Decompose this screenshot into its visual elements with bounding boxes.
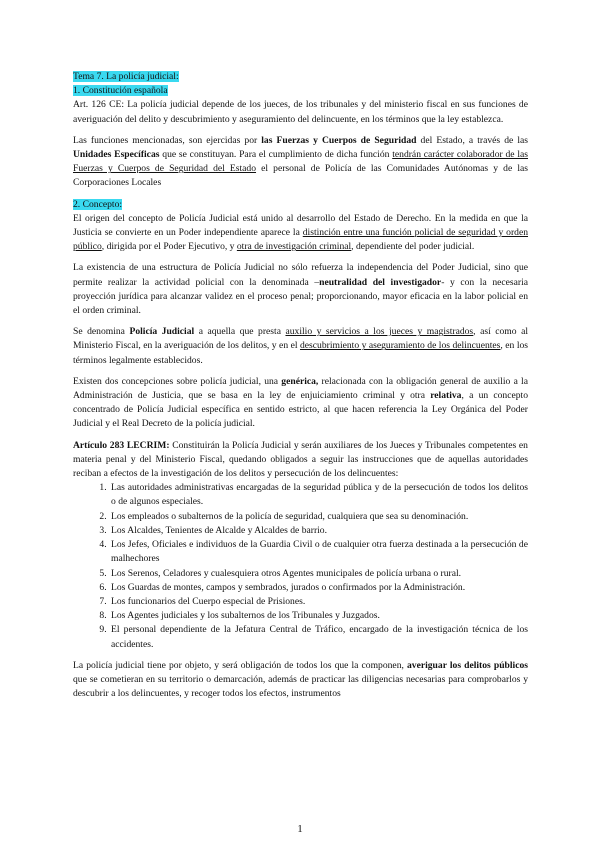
p2-underline-colaborador: tendrán carácter colaborador de las Fuerzas y Cuerpos de Seguridad del Estado [73, 149, 529, 175]
p2-text-c: del Estado, a través de las [416, 134, 528, 146]
section-heading-2-text: 2. Concepto: [73, 198, 123, 210]
p6-text-a: Existen dos concepciones sobre policía judicial, una [73, 375, 282, 387]
p5-underline-descubrimiento: descubrimiento y aseguramiento de los delincuentes [299, 340, 501, 352]
p8-text-a: La policía judicial tiene por objeto, y será obligación de todos los que la componen, [73, 659, 407, 671]
list-item: 1. Las autoridades administrativas encargadas de la seguridad pública y de la persecución de todos los delitos o de algunos especiales. [109, 481, 528, 509]
list-item: 4. Los Jefes, Oficiales e individuos de la Guardia Civil o de cualquier otra fuerza destinada a la persecución de malhechores [109, 538, 528, 566]
p5-text-e: , así como al Ministerio Fiscal, en la averiguación de los delitos, y en el [73, 326, 528, 352]
p3-underline-distincion: distinción entre una función policial de seguridad y orden público [73, 227, 529, 253]
paragraph-estructura [73, 261, 528, 318]
p5-bold-policia: Policía Judicial [129, 326, 195, 338]
paragraph-concepciones [73, 375, 528, 432]
p3-text-c: , dirigida por el Poder Ejecutivo, y [101, 241, 237, 253]
p2-text-e: que se constituyan. Para el cumplimiento de dicha función [159, 149, 393, 161]
page-number: 1 [297, 823, 303, 835]
p2-text-a: Las funciones mencionadas, son ejercidas por [73, 134, 262, 146]
doc-title-text: Tema 7. La policía judicial: [73, 71, 179, 82]
p5-text-a: Se denomina [73, 326, 130, 338]
p5-underline-auxilio: auxilio y servicios a los jueces y magistrados [285, 326, 474, 338]
p2-bold-unidades: Unidades Específicas [73, 149, 160, 161]
list-item: 6. Los Guardas de montes, campos y sembrados, jurados o confirmados por la Administración. [109, 581, 528, 595]
list-item: 9. El personal dependiente de la Jefatura Central de Tráfico, encargado de la investigación técnica de los accidentes. [109, 623, 528, 651]
p6-text-e: , a un concepto concentrado de Policía Judicial específica en sentido estricto, al que hacen referencia la Ley Orgánica del Poder Judicial y el Real Decreto de la policía judicial. [73, 390, 528, 430]
p6-bold-relativa: relativa [430, 390, 462, 402]
p4-bold-neutralidad: neutralidad del investigador [319, 276, 442, 288]
p5-text-g: , en los términos legalmente establecidos. [73, 340, 529, 366]
p6-bold-generica: genérica, [281, 375, 319, 387]
p8-text-c: que se cometieran en su territorio o demarcación, además de practicar las diligencias necesarias para comprobarlos y descubrir a los delincuentes, y recoger todos los efectos, instrumentos [73, 673, 528, 700]
p3-text-a: El origen del concepto de Policía Judicial está unido al desarrollo del Estado de Derecho. En la medida en que la Justicia se convierte en un Poder independiente aparece la [73, 212, 528, 239]
paragraph-articulo-283 [73, 439, 528, 482]
p6-text-c: relacionada con la obligación general de auxilio a la Administración de Justicia, que se basa en la ley de enjuiciamiento criminal y otra [73, 375, 528, 402]
paragraph-definicion [73, 325, 528, 368]
p8-bold-averiguar: averiguar los delitos públicos [406, 659, 528, 671]
paragraph-objeto [73, 659, 528, 702]
numbered-list [73, 481, 528, 651]
paragraph-art-126: Art. 126 CE: La policía judicial depende de los jueces, de los tribunales y del ministerio fiscal en sus funciones de averiguación del delito y descubrimiento y aseguramiento del delincuente, en los términos que la ley establezca. [73, 99, 528, 125]
list-item: 3. Los Alcaldes, Tenientes de Alcalde y Alcaldes de barrio. [109, 524, 528, 538]
p5-text-c: a aquella que presta [194, 326, 286, 338]
p7-text-b: Constituirán la Policía Judicial y serán auxiliares de los Jueces y Tribunales competentes en materia penal y del Ministerio Fiscal, quedando obligados a seguir las instrucciones que de aquellas autoridades reciban a efectos de la investigación de los delitos y persecución de los delincuentes: [73, 439, 528, 480]
doc-title [73, 70, 528, 84]
p3-underline-investigacion: otra de investigación criminal [236, 241, 352, 253]
section-heading-1-text: 1. Constitución española [73, 85, 168, 97]
paragraph-funciones [73, 134, 528, 191]
document-page [73, 70, 528, 708]
section-heading-2 [73, 198, 528, 212]
p2-text-g: el personal de Policía de las Comunidades Autónomas y de las Corporaciones Locales [73, 163, 528, 189]
list-item: 2. Los empleados o subalternos de la policía de seguridad, cualquiera que sea su denominación. [109, 510, 528, 524]
paragraph-origen [73, 212, 528, 255]
list-item: 7. Los funcionarios del Cuerpo especial de Prisiones. [109, 595, 528, 609]
list-item: 5. Los Serenos, Celadores y cualesquiera otros Agentes municipales de policía urbana o rural. [109, 567, 528, 581]
p4-text-c: - y con la necesaria proyección jurídica para alcanzar validez en el proceso penal; proporcionando, mayor eficacia en la labor policial en el orden criminal. [73, 276, 529, 317]
p3-text-e: , dependiente del poder judicial. [351, 241, 475, 253]
p7-bold-articulo: Artículo 283 LECRIM: [73, 439, 170, 451]
list-item: 8. Los Agentes judiciales y los subalternos de los Tribunales y Juzgados. [109, 609, 528, 623]
p4-text-a: La existencia de una estructura de Policía Judicial no sólo refuerza la independencia del Poder Judicial, sino que permite realizar la actividad policial con la denominada – [73, 262, 528, 288]
section-heading-1 [73, 84, 528, 98]
p2-bold-fuerzas: las Fuerzas y Cuerpos de Seguridad [261, 134, 417, 146]
